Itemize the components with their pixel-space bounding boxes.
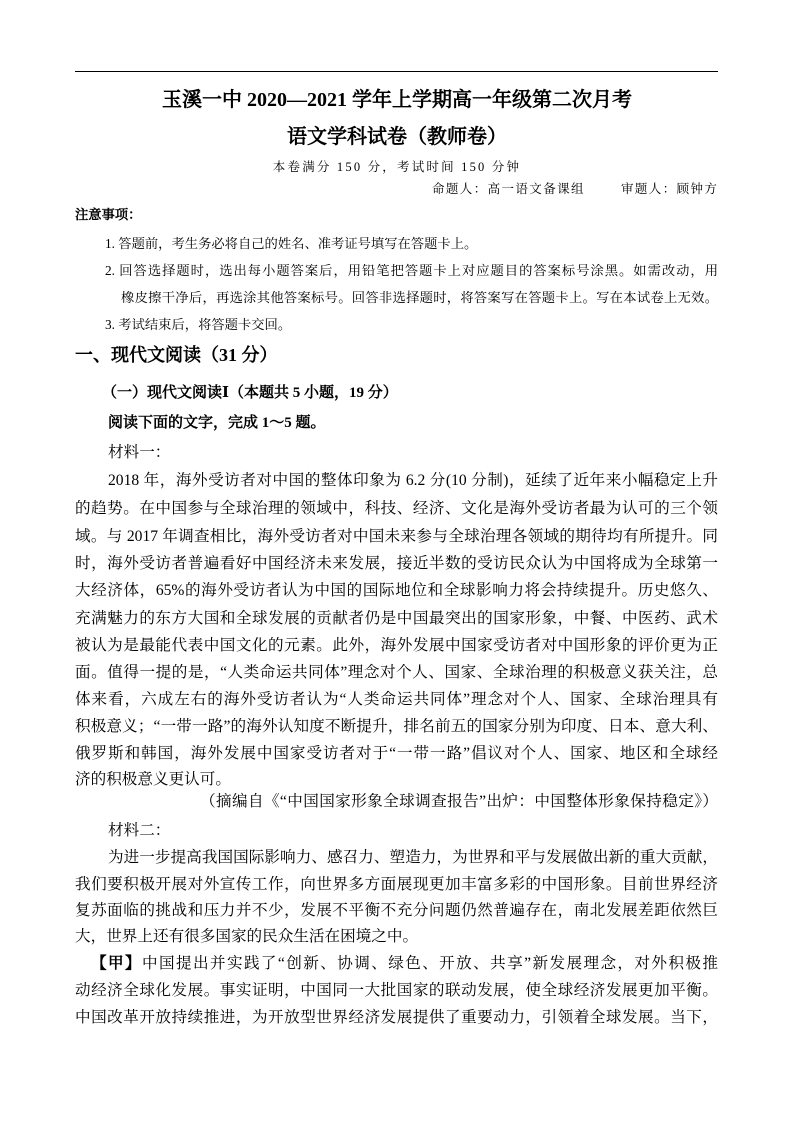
material-1-line: 2018 年，海外受访者对中国的整体印象为 6.2 分(10 分制)，延续了近年来小幅稳定上升 (108, 472, 718, 489)
paragraph-marker: 【甲】 (91, 955, 142, 972)
material-2-line: 为进一步提高我国国际影响力、感召力、塑造力，为世界和平与发展做出新的重大贡献， (108, 849, 718, 866)
material-1-line: 充满魅力的东方大国和全球发展的贡献者仍是中国最突出的国家形象，中餐、中医药、武术 (75, 610, 718, 627)
material-2-line: 大，世界上还有很多国家的民众生活在困境之中。 (75, 928, 419, 945)
reviewer-credit: 审题人：顾钟方 (621, 182, 719, 196)
material-2-paragraph-2-first-line (91, 953, 718, 975)
material-1-line: 面。值得一提的是，“人类命运共同体”理念对个人、国家、全球治理的积极意义获关注，总 (75, 664, 718, 681)
material-2-line: 中国改革开放持续推进，为开放型世界经济发展提供了重要动力，引领着全球发展。当下， (75, 1009, 718, 1026)
material-1-line: 域。与 2017 年调查相比，海外受访者对中国未来参与全球治理各领域的期待均有所提升。同 (75, 528, 718, 545)
note-item-2-line-1: 2. 回答选择题时，选出每小题答案后，用铅笔把答题卡上对应题目的答案标号涂黑。如需改动，用 (105, 263, 718, 278)
material-2-line: 动经济全球化发展。事实证明，中国同一大批国家的联动发展，使全球经济发展更加平衡。 (75, 982, 718, 999)
notes-heading: 注意事项： (75, 207, 142, 222)
material-1-line: 的趋势。在中国参与全球治理的领域中，科技、经济、文化是海外受访者最为认可的三个领 (75, 500, 718, 517)
material-1-line: 被认为是最能代表中国文化的元素。此外，海外发展中国家受访者对中国形象的评价更为正 (75, 637, 718, 654)
section-heading: 一、现代文阅读（31 分） (75, 345, 278, 365)
part-heading: （一）现代文阅读Ⅰ（本题共 5 小题，19 分） (102, 385, 398, 401)
note-item-2-line-2: 橡皮擦干净后，再选涂其他答案标号。回答非选择题时，将答案写在答题卡上。写在本试卷上无效。 (121, 290, 718, 305)
material-1-line: 积极意义；“一带一路”的海外认知度不断提升，排名前五的国家分别为印度、日本、意大利、 (75, 718, 718, 735)
material-1-source: （摘编自《“中国国家形象全球调查报告”出炉：中国整体形象保持稳定》） (200, 793, 718, 810)
exam-title: 玉溪一中 2020—2021 学年上学期高一年级第二次月考 (162, 89, 632, 111)
material-2-line: 我们要积极开展对外宣传工作，向世界多方面展现更加丰富多彩的中国形象。目前世界经济 (75, 876, 718, 893)
material-1-line: 体来看，六成左右的海外受访者认为“人类命运共同体”理念对个人、国家、全球治理具有 (75, 691, 718, 708)
note-item-1: 1. 答题前，考生务必将自己的姓名、准考证号填写在答题卡上。 (105, 236, 478, 251)
material-2-label: 材料二： (108, 822, 171, 839)
exam-info: 本卷满分 150 分，考试时间 150 分钟 (272, 160, 522, 174)
material-1-line: 时，海外受访者普遍看好中国经济未来发展，接近半数的受访民众认为中国将成为全球第一 (75, 555, 718, 572)
reading-instruction: 阅读下面的文字，完成 1～5 题。 (108, 415, 326, 431)
material-1-line: 大经济体，65%的海外受访者认为中国的国际地位和全球影响力将会持续提升。历史悠久、 (75, 582, 718, 599)
material-1-line: 俄罗斯和韩国，海外发展中国家受访者对于“一带一路”倡议对个人、国家、地区和全球经 (75, 745, 718, 762)
note-item-3: 3. 考试结束后，将答题卡交回。 (105, 317, 292, 332)
material-1-line: 济的积极意义更认可。 (75, 771, 231, 788)
material-1-label: 材料一： (108, 444, 171, 461)
material-2-line: 复苏面临的挑战和压力并不少，发展不平衡不充分问题仍然普遍存在，南北发展差距依然巨 (75, 902, 718, 919)
paper-subtitle: 语文学科试卷（教师卷） (287, 126, 507, 148)
material-2-line-text: 中国提出并实践了“创新、协调、绿色、开放、共享”新发展理念，对外积极推 (141, 955, 718, 972)
header-rule (75, 71, 718, 72)
setter-credit: 命题人：高一语文备课组 (432, 182, 585, 196)
